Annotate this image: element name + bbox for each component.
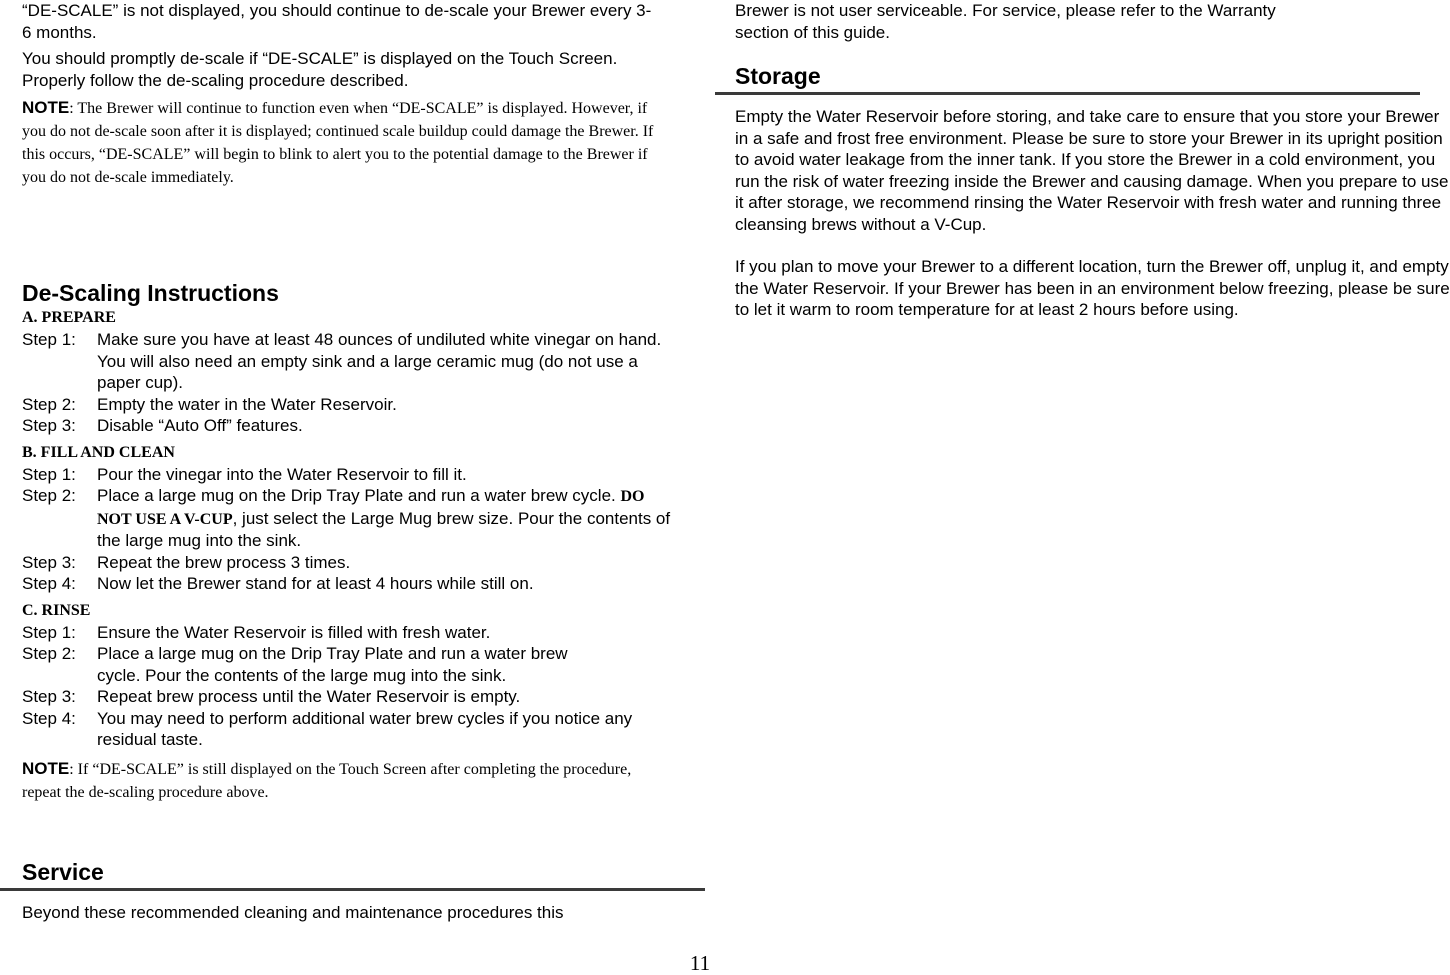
note-2 [22,757,662,804]
step-number: Step 3: [22,416,76,435]
note-2-text: : If “DE-SCALE” is still displayed on the Touch Screen after completing the procedure, repeat the de-scaling procedure above. [22,760,632,801]
page-number: 11 [689,951,711,975]
note-1-label: NOTE [22,98,70,117]
step-text [97,485,672,552]
rinse-step-4 [22,708,672,751]
fill-steps [22,464,672,595]
intro-paragraph-2: You should promptly de-scale if “DE-SCALE” is displayed on the Touch Screen. Properly follow the de-scaling procedure described. [22,49,618,90]
prepare-step-2 [22,394,672,416]
step-text: You may need to perform additional water brew cycles if you notice any residual taste. [97,708,633,749]
note-2-label: NOTE [22,758,70,778]
step-number: Step 4: [22,708,76,728]
rinse-step-3 [22,686,672,708]
note-1 [22,96,667,189]
step-text-start: Place a large mug on the Drip Tray Plate and run a water brew cycle. [97,486,621,505]
descaling-heading: De-Scaling Instructions [22,280,279,306]
step-number: Step 3: [22,552,76,572]
prepare-step-1 [22,329,672,394]
fill-heading: B. FILL AND CLEAN [22,443,175,461]
prepare-step-3 [22,415,672,437]
step-number: Step 4: [22,574,76,593]
step-text: Place a large mug on the Drip Tray Plate and run a water brew cycle. Pour the contents of the large mug into the sink. [97,644,568,685]
service-text: Beyond these recommended cleaning and maintenance procedures this [22,903,564,922]
step-text: Empty the water in the Water Reservoir. [97,394,397,414]
rinse-step-1 [22,622,672,644]
warning-emphasis: DO NOT USE A V-CUP [97,488,645,528]
step-text-end: , just select the Large Mug brew size. Pour the contents of the large mug into the sink. [97,508,671,550]
storage-body [735,106,1450,321]
step-number: Step 2: [22,394,76,414]
storage-heading: Storage [735,63,821,89]
storage-paragraph-1: Empty the Water Reservoir before storing, and take care to ensure that you store your Brewer in a safe and frost free environment. Please be sure to store your Brewer in its upright position to avoid water leakage from the inner tank. If you store the Brewer in a cold environment, you run the risk of water freezing inside the Brewer and causing damage. When you prepare to use it after storage, we recommend rinsing the Water Reservoir with fresh water and running three cleansing brews without a V-Cup. [735,107,1449,234]
step-text: Ensure the Water Reservoir is filled with fresh water. [97,622,491,642]
fill-step-3 [22,552,672,574]
prepare-heading: A. PREPARE [22,309,116,326]
note-1-text: : The Brewer will continue to function even when “DE-SCALE” is displayed. However, if you do not de-scale soon after it is displayed; continued scale buildup could damage the Brewer. If this occurs, “DE-SCALE” will begin to blink to alert you to the potential damage to the Brewer if you do not de-scale immediately. [22,100,654,186]
service-heading: Service [22,859,104,885]
step-text: Pour the vinegar into the Water Reservoir to fill it. [97,464,467,484]
service-continued: Brewer is not user serviceable. For service, please refer to the Warranty section of this guide. [735,1,1276,42]
fill-step-2 [22,485,672,552]
step-text: Repeat brew process until the Water Reservoir is empty. [97,687,521,706]
step-number: Step 2: [22,644,76,663]
rinse-heading: C. RINSE [22,601,91,619]
left-column [22,0,672,804]
step-text: Now let the Brewer stand for at least 4 hours while still on. [97,574,534,593]
fill-step-1 [22,464,672,486]
rinse-steps [22,622,672,751]
intro-paragraph-1: “DE-SCALE” is not displayed, you should continue to de-scale your Brewer every 3-6 months. [22,1,652,42]
step-number: Step 1: [22,330,76,349]
prepare-steps [22,329,672,437]
step-number: Step 2: [22,486,76,505]
rinse-step-2 [22,643,672,686]
step-number: Step 3: [22,687,76,706]
step-number: Step 1: [22,622,76,642]
step-number: Step 1: [22,464,76,484]
step-text: Make sure you have at least 48 ounces of undiluted white vinegar on hand. You will also need an empty sink and a large ceramic mug (do not use a paper cup). [97,330,662,392]
storage-paragraph-2: If you plan to move your Brewer to a different location, turn the Brewer off, unplug it, and empty the Water Reservoir. If your Brewer has been in an environment below freezing, please be sure to let it warm to room temperature for at least 2 hours before using. [735,257,1450,319]
storage-divider [715,92,1420,95]
right-column [735,0,1450,43]
fill-step-4 [22,573,672,595]
step-text: Repeat the brew process 3 times. [97,552,351,572]
step-text: Disable “Auto Off” features. [97,416,303,435]
service-divider [0,888,705,891]
